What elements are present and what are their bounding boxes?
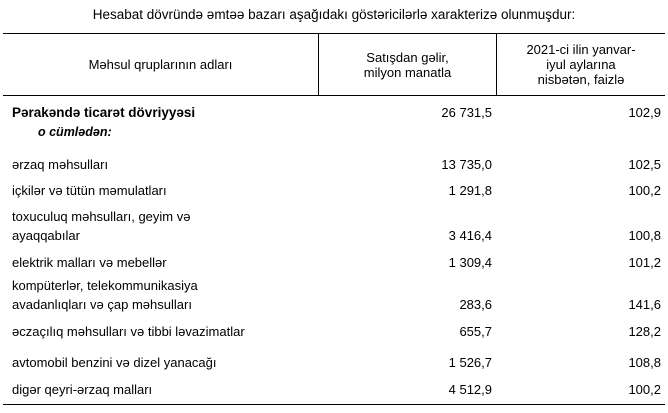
table-caption: Hesabat dövründə əmtəə bazarı aşağıdakı göstəricilərlə xarakterizə olunmuşdur: [92,7,576,22]
row-income: 3 416,4 [448,228,492,243]
header-percent-change: 2021-ci ilin yanvar- iyul aylarına nisbətən, faizlə [526,42,636,87]
header-sales-income: Satışdan gəlir, milyon manatla [363,49,452,80]
table-bottom-rule [3,404,665,405]
row-percent: 128,2 [628,324,661,339]
row-label: toxuculuq məhsulları, geyim və [12,209,191,224]
row-percent: 108,8 [628,355,661,370]
row-label: içkilər və tütün məmulatları [12,183,167,198]
row-income: 1 309,4 [448,255,492,270]
total-percent: 102,9 [628,105,661,120]
row-percent: 102,5 [628,157,661,172]
row-percent: 100,8 [628,228,661,243]
row-percent: 100,2 [628,183,661,198]
row-label: əczaçılıq məhsulları və tibbi ləvazimatlar [12,324,245,339]
row-income: 655,7 [459,324,492,339]
row-percent: 141,6 [628,297,661,312]
row-income: 13 735,0 [441,157,492,172]
row-label: kompüterlər, telekommunikasiya [12,278,198,293]
row-percent: 101,2 [628,255,661,270]
row-label-line2: avadanlıqları və çap məhsulları [12,297,192,312]
header-bottom-rule [3,95,665,96]
row-label-line2: ayaqqabılar [12,228,80,243]
row-label: ərzaq məhsulları [12,157,109,172]
row-income: 4 512,9 [448,382,492,397]
total-income: 26 731,5 [441,105,492,120]
row-income: 1 526,7 [448,355,492,370]
row-percent: 100,2 [628,382,661,397]
row-income: 283,6 [459,297,492,312]
total-label: Pərakəndə ticarət dövriyyəsi [12,105,196,120]
subtitle-label: o cümlədən: [38,125,112,139]
row-income: 1 291,8 [448,183,492,198]
row-label: avtomobil benzini və dizel yanacağı [12,355,217,370]
row-label: digər qeyri-ərzaq malları [12,382,153,397]
header-product-groups: Məhsul qruplarının adları [88,57,233,72]
row-label: elektrik malları və mebellər [12,255,167,270]
